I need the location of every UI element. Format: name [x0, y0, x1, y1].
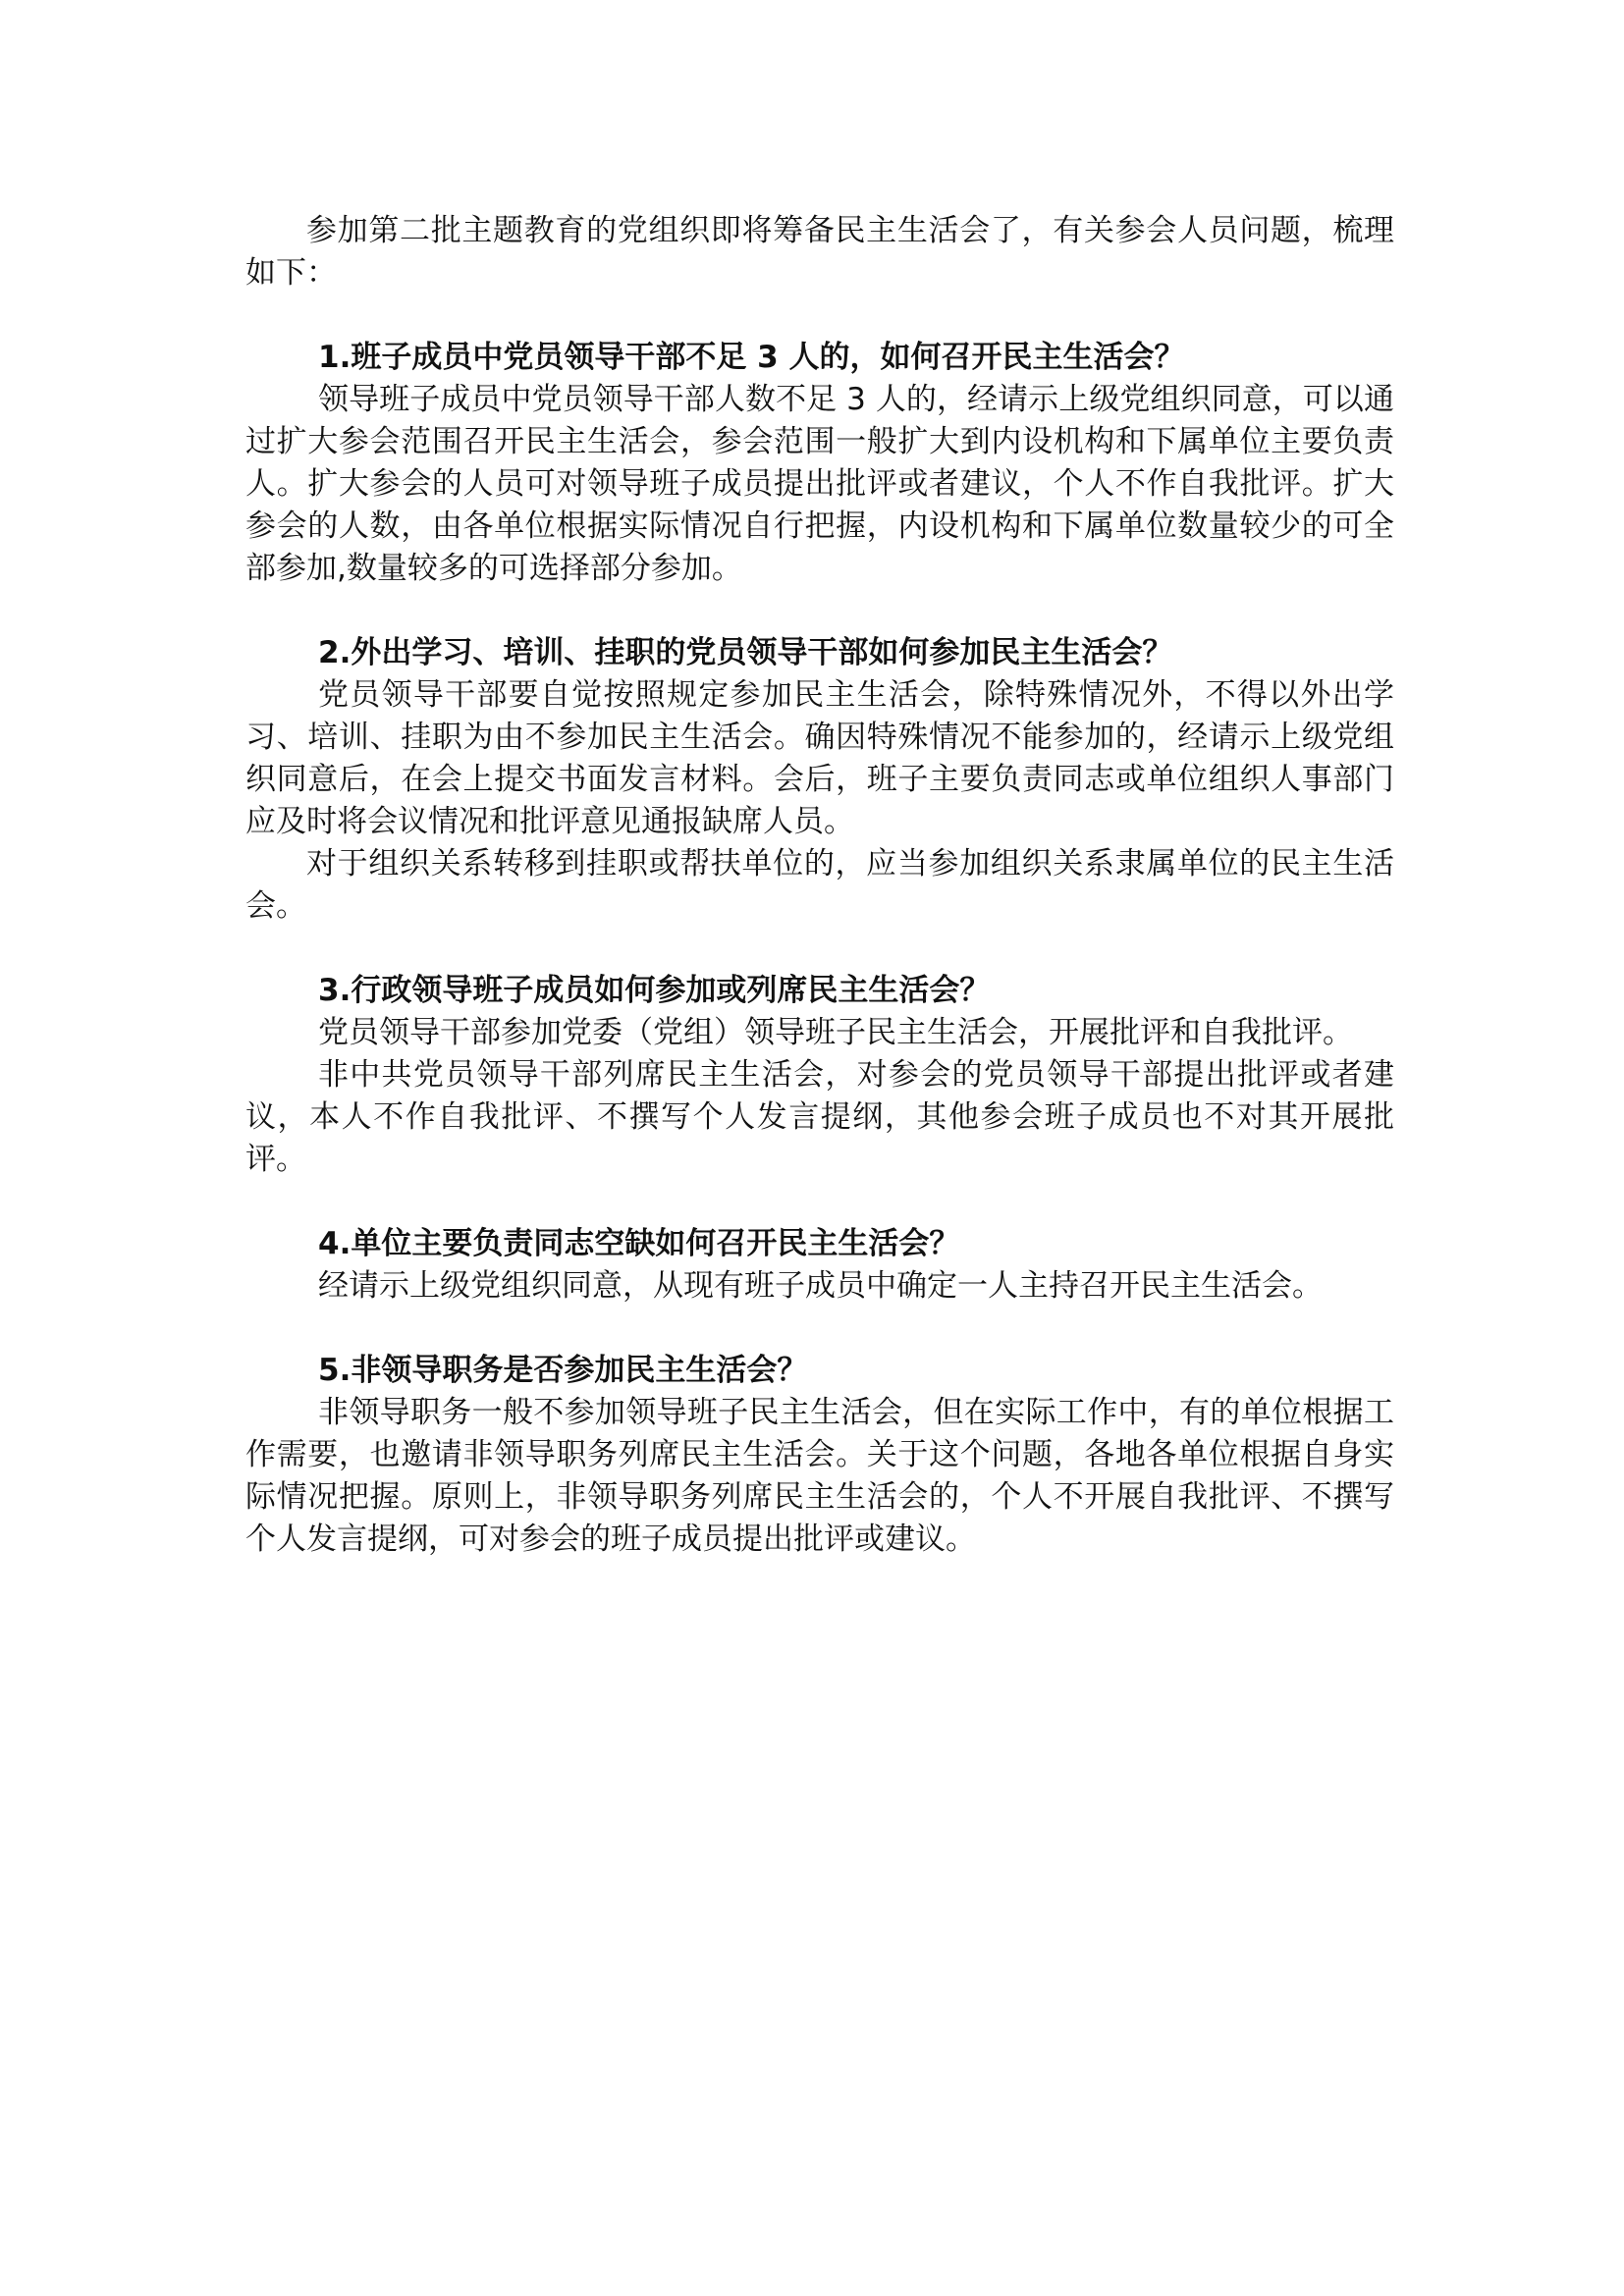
spacer [245, 1308, 1394, 1350]
section-3-paragraph-1: 党员领导干部参加党委（党组）领导班子民主生活会，开展批评和自我批评。 [318, 1015, 1353, 1050]
section-1-heading: 1.班子成员中党员领导干部不足 3 人的，如何召开民主生活会？ [318, 340, 1185, 375]
section-4-paragraph-1: 经请示上级党组织同意，从现有班子成员中确定一人主持召开民主生活会。 [318, 1268, 1323, 1304]
section-2-heading: 2.外出学习、培训、挂职的党员领导干部如何参加民主生活会？ [318, 635, 1173, 670]
spacer [245, 1181, 1394, 1223]
spacer [245, 928, 1394, 970]
intro-paragraph: 参加第二批主题教育的党组织即将筹备民主生活会了，有关参会人员问题，梳理如下： [245, 213, 1394, 291]
section-2-paragraph-1: 党员领导干部要自觉按照规定参加民主生活会，除特殊情况外，不得以外出学习、培训、挂职为由不参加民主生活会。确因特殊情况不能参加的，经请示上级党组织同意后，在会上提交书面发言材料。会后，班子主要负责同志或单位组织人事部门应及时将会议情况和批评意见通报缺席人员。 [245, 677, 1394, 839]
section-2-paragraph-2: 对于组织关系转移到挂职或帮扶单位的，应当参加组织关系隶属单位的民主生活会。 [245, 846, 1394, 924]
spacer [245, 590, 1394, 632]
section-5-heading: 5.非领导职务是否参加民主生活会？ [318, 1353, 808, 1388]
section-1-paragraph-1: 领导班子成员中党员领导干部人数不足 3 人的，经请示上级党组织同意，可以通过扩大参会范围召开民主生活会，参会范围一般扩大到内设机构和下属单位主要负责人。扩大参会的人员可对领导班子成员提出批评或者建议，个人不作自我批评。扩大参会的人数，由各单位根据实际情况自行把握，内设机构和下属单位数量较少的可全部参加,数量较多的可选择部分参加。 [245, 382, 1394, 586]
section-3-paragraph-2: 非中共党员领导干部列席民主生活会，对参会的党员领导干部提出批评或者建议，本人不作自我批评、不撰写个人发言提纲，其他参会班子成员也不对其开展批评。 [245, 1057, 1394, 1177]
section-3-heading: 3.行政领导班子成员如何参加或列席民主生活会？ [318, 973, 991, 1008]
spacer [245, 294, 1394, 337]
section-5-paragraph-1: 非领导职务一般不参加领导班子民主生活会，但在实际工作中，有的单位根据工作需要，也邀请非领导职务列席民主生活会。关于这个问题，各地各单位根据自身实际情况把握。原则上，非领导职务列席民主生活会的，个人不开展自我批评、不撰写个人发言提纲，可对参会的班子成员提出批评或建议。 [245, 1395, 1394, 1557]
document-page [245, 210, 1394, 1561]
section-4-heading: 4.单位主要负责同志空缺如何召开民主生活会？ [318, 1226, 960, 1261]
